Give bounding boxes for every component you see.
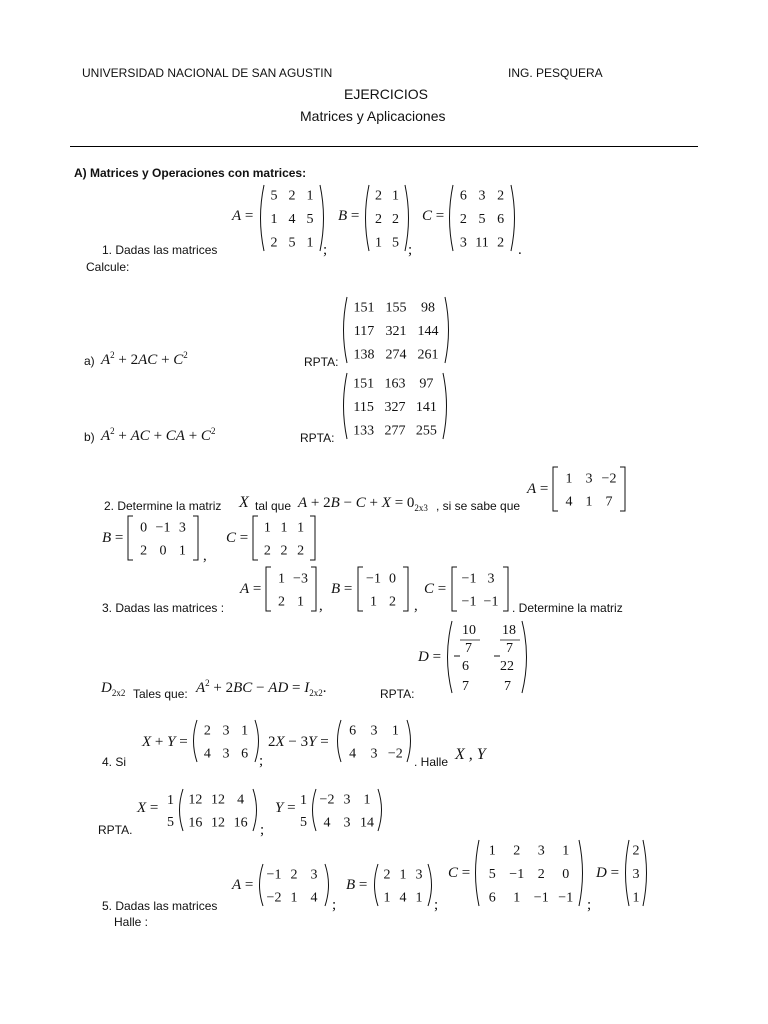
matrix-entry: 163 <box>384 376 406 392</box>
right-bracket <box>310 516 315 560</box>
svg-text:5: 5 <box>167 815 174 830</box>
ex1-item-b: b) <box>84 430 95 444</box>
ex3-text2: . Determine la matriz <box>512 601 623 615</box>
left-paren <box>366 185 370 251</box>
matrix-svg <box>362 183 412 253</box>
left-paren <box>260 864 264 906</box>
matrix-svg <box>622 838 650 908</box>
matrix-svg <box>264 566 318 612</box>
matrix-entry: 3 <box>632 867 640 882</box>
matrix-entry: 151 <box>353 376 375 392</box>
ex2-text2: tal que <box>255 499 292 513</box>
matrix-entry: 1 <box>178 543 186 559</box>
right-paren <box>643 840 647 906</box>
matrix-entry: 1 <box>297 594 304 610</box>
matrix-entry: 12 <box>211 792 225 808</box>
header-rule <box>70 146 698 147</box>
matrix-entry: 2 <box>389 594 396 610</box>
matrix-entry: 3 <box>487 571 495 587</box>
left-bracket <box>553 467 558 511</box>
university-name: UNIVERSIDAD NACIONAL DE SAN AGUSTIN <box>82 66 333 80</box>
matrix-entry: 6 <box>488 890 496 906</box>
right-bracket <box>403 567 408 611</box>
matrix-svg <box>256 862 332 908</box>
matrix-entry: 1 <box>241 723 249 739</box>
ex5-matrix-b <box>371 862 435 913</box>
matrix-entry: 2 <box>263 543 271 559</box>
matrix-entry: 1 <box>383 890 391 906</box>
matrix-entry: −2 <box>601 471 617 487</box>
ex3-matrix-c <box>450 566 510 617</box>
matrix-entry: −1 <box>461 594 477 610</box>
matrix-entry: 133 <box>353 423 375 439</box>
matrix-entry: 1 <box>415 890 423 906</box>
svg-text:6: 6 <box>462 659 469 674</box>
sep: ; <box>260 822 265 838</box>
matrix-entry: 3 <box>415 867 423 883</box>
ex5-text: 5. Dadas las matrices <box>102 899 218 913</box>
matrix-entry: 3 <box>459 235 467 251</box>
matrix-entry: 141 <box>415 400 437 415</box>
document-title: EJERCICIOS <box>344 86 429 102</box>
matrix-entry: 2 <box>297 543 305 559</box>
matrix-entry: 117 <box>353 324 375 339</box>
svg-text:10: 10 <box>462 623 476 638</box>
right-bracket <box>193 516 198 560</box>
matrix-entry: 2 <box>497 235 505 251</box>
left-paren <box>344 373 348 439</box>
ex1-rpta-b: RPTA: <box>300 431 335 445</box>
sep: ; <box>434 897 439 913</box>
matrix-entry: −3 <box>293 571 308 587</box>
matrix-svg <box>472 838 586 908</box>
matrix-entry: 0 <box>140 520 148 536</box>
matrix-entry: 0 <box>389 571 396 587</box>
right-paren <box>325 864 329 906</box>
left-paren <box>626 840 630 906</box>
matrix-entry: 1 <box>306 188 314 204</box>
matrix-svg <box>551 466 627 512</box>
ex3-c-label: C = <box>424 581 447 597</box>
matrix-entry: −1 <box>461 571 477 587</box>
svg-text:22: 22 <box>500 659 514 674</box>
matrix-entry: −1 <box>509 867 525 882</box>
matrix-entry: 2 <box>278 594 285 610</box>
left-paren <box>180 789 184 831</box>
sep: , <box>414 598 418 614</box>
sep: ; <box>323 242 328 258</box>
matrix-entry: −2 <box>387 746 403 762</box>
matrix-entry: 4 <box>399 890 407 906</box>
matrix-svg <box>340 371 450 441</box>
matrix-entry: 4 <box>310 890 318 906</box>
matrix-entry: 0 <box>159 543 167 559</box>
sep: ; <box>408 242 413 258</box>
left-bracket <box>266 567 271 611</box>
matrix-entry: 3 <box>343 815 351 831</box>
svg-text:7: 7 <box>465 641 472 656</box>
matrix-entry: 1 <box>562 843 570 859</box>
matrix-entry: 1 <box>488 843 496 859</box>
matrix-entry: 97 <box>419 376 434 392</box>
matrix-entry: 5 <box>288 235 296 251</box>
matrix-entry: −1 <box>266 867 282 883</box>
ex3-equation: $A^2 + 2BC$ − AD = $I_{2x2}$. <box>196 678 327 698</box>
matrix-entry: 277 <box>384 423 406 439</box>
ex3-rpta: RPTA: <box>380 687 415 701</box>
matrix-entry: 1 <box>306 235 314 251</box>
svg-text:5: 5 <box>300 815 307 830</box>
right-paren <box>579 840 583 906</box>
right-paren <box>428 864 432 906</box>
matrix-entry: 2 <box>497 188 505 204</box>
svg-text:7: 7 <box>462 679 469 694</box>
matrix-entry: 1 <box>370 594 377 610</box>
left-bracket <box>358 567 363 611</box>
matrix-svg <box>251 515 317 561</box>
right-paren <box>378 789 382 831</box>
matrix-entry: 3 <box>370 746 378 762</box>
left-paren <box>344 297 348 363</box>
matrix-entry: 11 <box>475 235 489 251</box>
ex1-calcule: Calcule: <box>86 260 130 274</box>
matrix-entry: 4 <box>237 792 245 808</box>
matrix-entry: 3 <box>343 792 351 808</box>
ex2-b-label: B = <box>102 530 124 546</box>
ex2-matrix-b <box>126 515 200 566</box>
ex2-matrix-c <box>251 515 317 566</box>
right-paren <box>255 720 259 762</box>
ex3-matrix-b <box>356 566 410 617</box>
svg-text:1: 1 <box>300 793 307 808</box>
ex2-var-x: X <box>239 494 249 511</box>
matrix-entry: −1 <box>366 571 381 587</box>
ex4-matrix-1 <box>190 718 262 769</box>
matrix-entry: 3 <box>370 723 378 739</box>
left-paren <box>375 864 379 906</box>
ex4-rpta: RPTA. <box>98 823 133 837</box>
matrix-svg <box>190 718 262 764</box>
matrix-entry: 98 <box>421 300 435 316</box>
matrix-entry: 115 <box>353 400 374 415</box>
ex3-text: 3. Dadas las matrices : <box>102 601 225 615</box>
ex1-text: 1. Dadas las matrices <box>102 243 218 257</box>
matrix-svg <box>340 295 452 365</box>
matrix-svg <box>309 787 385 833</box>
ex4-matrix-x <box>176 787 260 838</box>
section-a-title: A) Matrices y Operaciones con matrices: <box>74 166 307 180</box>
ex2-matrix-a <box>551 466 627 517</box>
ex4-vars: X , Y <box>455 746 486 763</box>
ex4-halle: . Halle <box>414 755 449 769</box>
ex4-eq2: 2X − 3Y = <box>268 734 329 750</box>
left-bracket <box>128 516 133 560</box>
matrix-entry: 1 <box>513 890 521 906</box>
sep: ; <box>332 897 337 913</box>
matrix-entry: 1 <box>392 188 399 204</box>
matrix-entry: 2 <box>459 212 467 227</box>
ex3-b-label: B = <box>331 581 353 597</box>
ex1-b-label: B = <box>338 208 360 224</box>
ex4-y-label: Y = <box>275 800 296 816</box>
matrix-svg <box>450 566 510 612</box>
ex3-a-label: A = <box>240 581 262 597</box>
matrix-entry: 4 <box>349 746 357 762</box>
sep: . <box>518 242 522 258</box>
matrix-entry: 5 <box>392 235 399 251</box>
document-subtitle: Matrices y Aplicaciones <box>300 108 446 124</box>
sep: , <box>319 598 323 614</box>
ex5-b-label: B = <box>346 877 368 893</box>
matrix-entry: −1 <box>483 594 499 610</box>
ex3-text3: Tales que: <box>133 687 188 701</box>
matrix-entry: 155 <box>385 300 407 316</box>
matrix-entry: −2 <box>319 792 335 808</box>
matrix-entry: 2 <box>392 212 399 227</box>
right-bracket <box>503 567 508 611</box>
ex1-answer-b <box>340 371 450 446</box>
matrix-entry: 261 <box>417 347 439 363</box>
matrix-entry: 151 <box>353 300 375 316</box>
svg-text:7: 7 <box>504 679 511 694</box>
matrix-entry: 4 <box>288 212 296 227</box>
ex1-rpta-a: RPTA: <box>304 355 339 369</box>
svg-text:1: 1 <box>167 793 174 808</box>
matrix-entry: 3 <box>222 723 230 739</box>
ex3-answer-d <box>442 618 532 696</box>
ex2-text: 2. Determine la matriz <box>104 499 222 513</box>
matrix-svg <box>126 515 200 561</box>
matrix-svg <box>176 787 260 833</box>
matrix-entry: 2 <box>537 867 545 882</box>
right-paren <box>407 720 411 762</box>
matrix-entry: 6 <box>497 212 505 227</box>
matrix-entry: 2 <box>288 188 296 204</box>
right-bracket <box>311 567 316 611</box>
ex5-d-label: D = <box>596 865 620 881</box>
ex1-a-label: A = <box>232 208 254 224</box>
matrix-svg <box>371 862 435 908</box>
left-bracket <box>253 516 258 560</box>
ex3-d-label: D = <box>418 649 442 665</box>
matrix-entry: 138 <box>353 347 375 363</box>
matrix-entry: 3 <box>537 843 545 859</box>
matrix-entry: 5 <box>488 867 496 882</box>
left-bracket <box>452 567 457 611</box>
sep: ; <box>587 897 592 913</box>
ex4-x-label: X = <box>137 800 159 816</box>
matrix-entry: 2 <box>140 543 148 559</box>
ex5-c-label: C = <box>448 865 471 881</box>
ex5-matrix-d <box>622 838 650 913</box>
matrix-entry: 1 <box>363 792 371 808</box>
ex2-a-label: A = <box>527 481 549 497</box>
ex1-matrix-c <box>446 183 518 258</box>
matrix-entry: 2 <box>383 867 391 883</box>
matrix-svg <box>446 183 518 253</box>
matrix-entry: 1 <box>375 235 382 251</box>
matrix-entry: 12 <box>188 792 203 808</box>
matrix-entry: 16 <box>233 815 248 831</box>
matrix-entry: 5 <box>270 188 278 204</box>
matrix-entry: 255 <box>415 423 437 439</box>
matrix-entry: 5 <box>478 212 486 227</box>
matrix-entry: 5 <box>306 212 314 227</box>
right-paren <box>443 373 447 439</box>
matrix-entry: 1 <box>263 520 271 536</box>
sep: ; <box>259 753 264 769</box>
matrix-entry: −1 <box>533 890 549 906</box>
ex5-halle: Halle : <box>114 915 149 929</box>
matrix-entry: 2 <box>290 867 298 883</box>
matrix-entry: 2 <box>375 188 382 204</box>
ex4-eq1: X + Y = <box>142 734 188 750</box>
matrix-entry: 4 <box>203 746 211 762</box>
matrix-entry: 144 <box>417 324 439 339</box>
matrix-entry: 274 <box>385 347 407 363</box>
matrix-entry: 1 <box>399 867 407 883</box>
matrix-entry: 2 <box>203 723 211 739</box>
matrix-svg <box>356 566 410 612</box>
matrix-entry: 14 <box>360 815 374 831</box>
ex1-expr-a: $A^2 + 2AC + C^2$ <box>101 350 188 368</box>
matrix-entry: −1 <box>155 520 171 536</box>
right-bracket <box>620 467 625 511</box>
matrix-entry: 4 <box>565 494 573 510</box>
left-paren <box>476 840 480 906</box>
matrix-entry: −2 <box>266 890 282 906</box>
ex1-matrix-a <box>257 183 327 258</box>
left-paren <box>450 185 454 251</box>
matrix-entry: 1 <box>297 520 305 536</box>
matrix-entry: 1 <box>632 890 640 906</box>
matrix-entry: 2 <box>375 212 382 227</box>
left-paren <box>194 720 198 762</box>
matrix-svg <box>257 183 327 253</box>
matrix-entry: 1 <box>565 471 573 487</box>
ex2-c-label: C = <box>226 530 249 546</box>
matrix-svg <box>334 718 414 764</box>
ex5-matrix-a <box>256 862 332 913</box>
matrix-entry: 2 <box>280 543 288 559</box>
matrix-entry: 1 <box>280 520 288 536</box>
matrix-entry: 327 <box>384 400 406 415</box>
ex4-matrix-2 <box>334 718 414 769</box>
matrix-entry: 321 <box>385 324 407 339</box>
matrix-entry: 6 <box>349 723 357 739</box>
ex1-expr-b: $A^2$ + AC + CA + $C^2$ <box>101 426 216 444</box>
matrix-entry: 3 <box>178 520 186 536</box>
right-paren <box>445 297 449 363</box>
ex5-a-label: A = <box>232 877 254 893</box>
matrix-entry: 6 <box>241 746 249 762</box>
matrix-entry: 1 <box>585 494 593 510</box>
svg-text:18: 18 <box>502 623 516 638</box>
ex5-matrix-c <box>472 838 586 913</box>
matrix-entry: 3 <box>585 471 593 487</box>
matrix-entry: 2 <box>270 235 278 251</box>
ex3-d-symbol: $D_{2x2}$ <box>101 680 126 698</box>
left-paren <box>261 185 265 251</box>
matrix-entry: 1 <box>391 723 399 739</box>
ex4-text: 4. Si <box>102 755 127 769</box>
matrix-entry: 7 <box>605 494 613 510</box>
matrix-entry: 3 <box>478 188 486 204</box>
ex2-text3: , si se sabe que <box>436 499 521 513</box>
matrix-entry: 2 <box>632 843 640 859</box>
svg-text:7: 7 <box>506 641 513 656</box>
matrix-entry: 6 <box>459 188 467 204</box>
matrix-entry: 1 <box>270 212 278 227</box>
matrix-entry: 1 <box>278 571 285 587</box>
ex2-equation: $A + 2B - C + X = 0_{2x3}$ <box>298 495 428 513</box>
matrix-entry: −1 <box>558 890 574 906</box>
matrix-entry: 12 <box>211 815 225 831</box>
matrix-entry: 3 <box>310 867 318 883</box>
matrix-entry: 3 <box>222 746 230 762</box>
matrix-entry: 2 <box>513 843 521 859</box>
right-paren <box>511 185 515 251</box>
sep: , <box>203 548 207 564</box>
matrix-entry: 16 <box>188 815 203 831</box>
matrix-entry: 1 <box>290 890 298 906</box>
left-paren <box>313 789 317 831</box>
matrix-entry: 0 <box>562 867 570 882</box>
matrix-entry: 4 <box>323 815 331 831</box>
department-name: ING. PESQUERA <box>508 66 603 80</box>
ex1-matrix-b <box>362 183 412 258</box>
ex1-item-a: a) <box>84 354 95 368</box>
ex3-matrix-a <box>264 566 318 617</box>
left-paren <box>338 720 342 762</box>
right-paren <box>253 789 257 831</box>
ex1-c-label: C = <box>422 208 445 224</box>
ex4-matrix-y <box>309 787 385 838</box>
ex1-answer-a <box>340 295 452 370</box>
